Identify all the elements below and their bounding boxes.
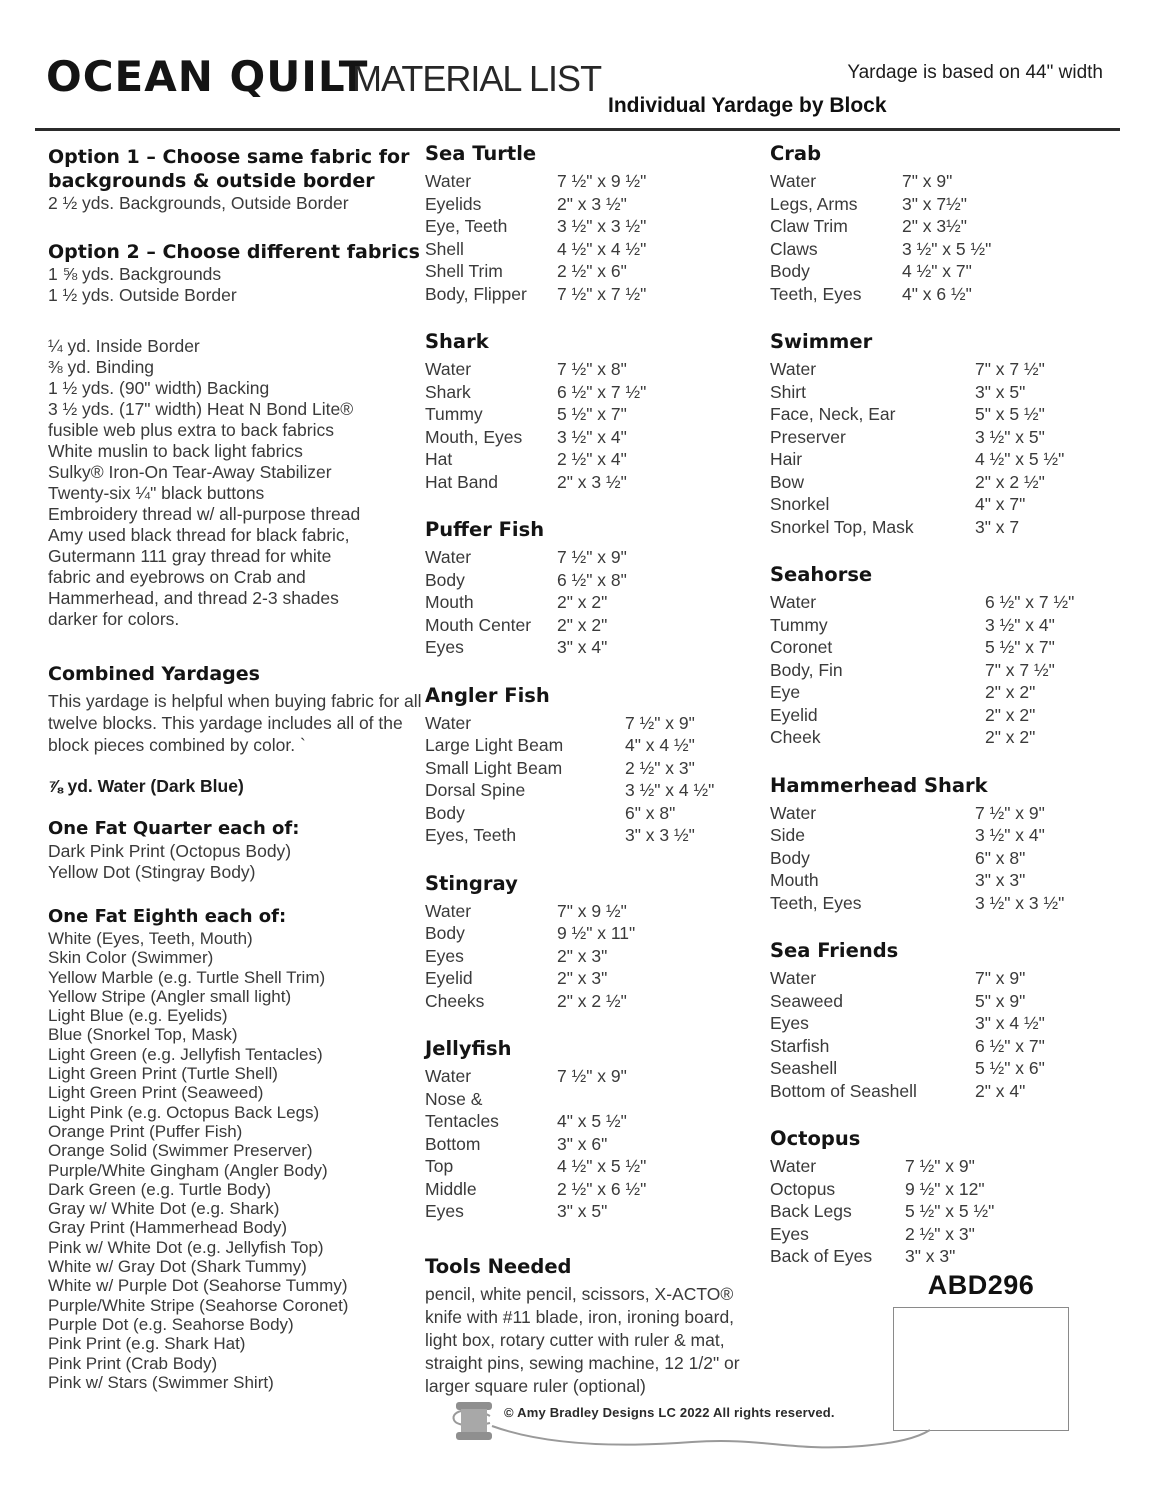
material-row: Eyes 3" x 4" bbox=[425, 637, 608, 657]
fat-quarter-list bbox=[48, 841, 430, 883]
combined-yardages-heading: Combined Yardages bbox=[48, 663, 260, 685]
block-sea-friends bbox=[770, 937, 1118, 1102]
material-row: Snorkel 4" x 7" bbox=[770, 494, 1026, 514]
block-title: Swimmer bbox=[770, 330, 873, 353]
material-row: Eyes, Teeth 3" x 3 ½" bbox=[425, 825, 695, 845]
brand-title: OCEAN QUILT bbox=[46, 52, 369, 101]
fabric-line: Yellow Stripe (Angler small light) bbox=[48, 986, 292, 1006]
page-title: MATERIAL LIST bbox=[352, 58, 602, 99]
supply-line: 3 ½ yds. (17" width) Heat N Bond Lite® bbox=[48, 399, 354, 419]
material-row: Eyes 2 ½" x 3" bbox=[770, 1223, 975, 1244]
material-row: Nose & bbox=[425, 1088, 483, 1109]
material-row: Mouth, Eyes 3 ½" x 4" bbox=[425, 426, 627, 447]
block-title: Sea Friends bbox=[770, 939, 899, 962]
block-octopus bbox=[770, 1125, 1118, 1268]
subtitle: Individual Yardage by Block bbox=[608, 94, 887, 117]
block-shark bbox=[425, 328, 763, 493]
material-row: Starfish 6 ½" x 7" bbox=[770, 1035, 1045, 1056]
fabric-line: Light Green (e.g. Jellyfish Tentacles) bbox=[48, 1044, 323, 1064]
material-row: Eyes 3" x 4 ½" bbox=[770, 1013, 1045, 1033]
option2-heading: Option 2 – Choose different fabrics bbox=[48, 241, 420, 263]
material-row: Water 7 ½" x 9" bbox=[425, 547, 627, 567]
material-row: Bottom of Seashell 2" x 4" bbox=[770, 1080, 1026, 1101]
block-title: Sea Turtle bbox=[425, 142, 537, 165]
fabric-line: Light Pink (e.g. Octopus Back Legs) bbox=[48, 1102, 320, 1122]
material-row: Body, Fin 7" x 7 ½" bbox=[770, 659, 1055, 680]
material-row: Water 7" x 9" bbox=[770, 171, 953, 191]
fabric-line: Gray w/ White Dot (e.g. Shark) bbox=[48, 1199, 280, 1219]
material-row: Eye 2" x 2" bbox=[770, 682, 1036, 702]
supply-list bbox=[48, 336, 430, 630]
material-row: Side 3 ½" x 4" bbox=[770, 825, 1045, 845]
material-row: Water 7 ½" x 8" bbox=[425, 359, 627, 379]
block-title: Shark bbox=[425, 330, 489, 353]
fabric-line: White (Eyes, Teeth, Mouth) bbox=[48, 929, 253, 948]
fabric-line: Light Green Print (Turtle Shell) bbox=[48, 1064, 278, 1084]
material-row: Preserver 3 ½" x 5" bbox=[770, 426, 1045, 447]
supply-line: Amy used black thread for black fabric, bbox=[48, 525, 350, 545]
material-row: Water 7 ½" x 9 ½" bbox=[425, 171, 647, 191]
block-title: Puffer Fish bbox=[425, 518, 545, 541]
material-row: Water 7" x 9" bbox=[770, 968, 1026, 988]
supply-line: ⅜ yd. Binding bbox=[48, 357, 155, 377]
material-row: Teeth, Eyes 4" x 6 ½" bbox=[770, 283, 972, 304]
material-row: Mouth 2" x 2" bbox=[425, 592, 608, 612]
material-row: Teeth, Eyes 3 ½" x 3 ½" bbox=[770, 892, 1065, 913]
material-row: Snorkel Top, Mask 3" x 7 bbox=[770, 516, 1020, 537]
material-row: Eyes 2" x 3" bbox=[425, 945, 608, 966]
yardage-line: 1 ⅝ yds. Backgrounds bbox=[48, 264, 222, 284]
product-code: ABD296 bbox=[927, 1270, 1035, 1300]
fabric-line: Pink w/ Stars (Swimmer Shirt) bbox=[48, 1372, 274, 1392]
material-row: Middle 2 ½" x 6 ½" bbox=[425, 1178, 647, 1199]
material-row: Water 7 ½" x 9" bbox=[770, 1156, 975, 1176]
block-stingray bbox=[425, 870, 763, 1013]
supply-line: 1 ½ yds. (90" width) Backing bbox=[48, 378, 270, 398]
fabric-line: Pink Print (e.g. Shark Hat) bbox=[48, 1334, 246, 1354]
fabric-line: White w/ Gray Dot (Shark Tummy) bbox=[48, 1257, 307, 1277]
material-row: Claws 3 ½" x 5 ½" bbox=[770, 238, 992, 259]
material-row: Small Light Beam 2 ½" x 3" bbox=[425, 757, 695, 778]
material-row: Claw Trim 2" x 3½" bbox=[770, 216, 967, 236]
fabric-line: Purple/White Stripe (Seahorse Coronet) bbox=[48, 1295, 349, 1315]
block-title: Crab bbox=[770, 142, 822, 165]
supply-line: Twenty-six ¼" black buttons bbox=[48, 483, 265, 503]
block-title: Stingray bbox=[425, 871, 518, 895]
fabric-line: Light Blue (e.g. Eyelids) bbox=[48, 1006, 228, 1026]
fat-quarter-heading: One Fat Quarter each of: bbox=[48, 818, 300, 839]
material-row: Shell Trim 2 ½" x 6" bbox=[425, 261, 627, 281]
material-row: Hair 4 ½" x 5 ½" bbox=[770, 449, 1065, 469]
supply-line: fabric and eyebrows on Crab and bbox=[48, 567, 306, 587]
fabric-line: Dark Pink Print (Octopus Body) bbox=[48, 841, 292, 861]
material-row: Eyes 3" x 5" bbox=[425, 1201, 608, 1221]
material-row: Coronet 5 ½" x 7" bbox=[770, 637, 1055, 657]
option2-items bbox=[48, 264, 430, 306]
block-title: Jellyfish bbox=[425, 1037, 512, 1060]
material-row: Body 6" x 8" bbox=[425, 802, 676, 823]
left-column bbox=[48, 145, 430, 1392]
header-divider bbox=[35, 128, 1120, 131]
material-row: Water 7 ½" x 9" bbox=[425, 712, 695, 733]
material-row: Tummy 5 ½" x 7" bbox=[425, 404, 627, 424]
block-jellyfish bbox=[425, 1035, 763, 1223]
material-row: Back of Eyes 3" x 3" bbox=[770, 1246, 956, 1266]
water-yardage-line: ⅞ yd. Water (Dark Blue) bbox=[48, 776, 244, 796]
material-row: Hat 2 ½" x 4" bbox=[425, 449, 627, 469]
block-seahorse bbox=[770, 561, 1118, 749]
combined-yardages-text: This yardage is helpful when buying fabric for all twelve blocks. This yardage includes all of the block pieces combined by color. ` bbox=[48, 691, 422, 755]
block-title: Hammerhead Shark bbox=[770, 773, 988, 797]
material-row: Cheeks 2" x 2 ½" bbox=[425, 990, 627, 1011]
block-swimmer bbox=[770, 328, 1118, 538]
material-row: Body 9 ½" x 11" bbox=[425, 923, 636, 943]
supply-line: White muslin to back light fabrics bbox=[48, 441, 303, 461]
material-row: Back Legs 5 ½" x 5 ½" bbox=[770, 1201, 995, 1221]
block-hammerhead-shark bbox=[770, 772, 1118, 915]
fabric-line: White w/ Purple Dot (Seahorse Tummy) bbox=[48, 1276, 348, 1296]
supply-line: Sulky® Iron-On Tear-Away Stabilizer bbox=[48, 462, 332, 482]
material-row: Body 4 ½" x 7" bbox=[770, 261, 972, 281]
block-crab bbox=[770, 140, 1118, 305]
right-column bbox=[770, 140, 1118, 1291]
material-row: Bottom 3" x 6" bbox=[425, 1133, 608, 1154]
material-row: Body 6 ½" x 8" bbox=[425, 569, 627, 590]
material-row: Eye, Teeth 3 ½" x 3 ½" bbox=[425, 216, 647, 236]
material-row: Cheek 2" x 2" bbox=[770, 727, 1036, 747]
option1-heading: Option 1 – Choose same fabric for backgrounds & outside border bbox=[48, 146, 410, 192]
fat-eighth-heading: One Fat Eighth each of: bbox=[48, 906, 287, 927]
copyright-footer bbox=[432, 1396, 932, 1458]
material-row: Legs, Arms 3" x 7½" bbox=[770, 193, 967, 214]
middle-column bbox=[425, 140, 763, 1398]
tools-heading: Tools Needed bbox=[425, 1254, 572, 1278]
tools-needed-section bbox=[425, 1253, 763, 1398]
tools-text: pencil, white pencil, scissors, X-ACTO® knife with #11 blade, iron, ironing board, light box, rotary cutter with ruler & mat, straight pins, sewing machine, 12 1/2" or larger square ruler (optional) bbox=[425, 1283, 740, 1396]
fabric-line: Purple Dot (e.g. Seahorse Body) bbox=[48, 1314, 294, 1334]
supply-line: Hammerhead, and thread 2-3 shades bbox=[48, 588, 339, 608]
material-row: Shark 6 ½" x 7 ½" bbox=[425, 381, 647, 402]
material-row: Large Light Beam 4" x 4 ½" bbox=[425, 735, 695, 755]
material-row: Water 7 ½" x 9" bbox=[770, 802, 1045, 823]
supply-line: ¼ yd. Inside Border bbox=[48, 336, 200, 356]
fabric-line: Purple/White Gingham (Angler Body) bbox=[48, 1160, 328, 1180]
material-row: Water 7 ½" x 9" bbox=[425, 1066, 627, 1086]
material-row: Water 7" x 7 ½" bbox=[770, 359, 1045, 379]
material-row: Water 6 ½" x 7 ½" bbox=[770, 592, 1075, 612]
fat-eighth-list bbox=[48, 929, 430, 1392]
fabric-line: Skin Color (Swimmer) bbox=[48, 948, 214, 968]
material-row: Tentacles 4" x 5 ½" bbox=[425, 1111, 627, 1131]
material-row: Hat Band 2" x 3 ½" bbox=[425, 471, 627, 492]
block-sea-turtle bbox=[425, 140, 763, 305]
material-row: Top 4 ½" x 5 ½" bbox=[425, 1156, 647, 1176]
material-row: Water 7" x 9 ½" bbox=[425, 900, 627, 921]
supply-line: Embroidery thread w/ all-purpose thread bbox=[48, 504, 361, 524]
block-puffer-fish bbox=[425, 516, 763, 659]
block-title: Angler Fish bbox=[425, 683, 550, 707]
material-row: Tummy 3 ½" x 4" bbox=[770, 614, 1055, 635]
material-row: Body 6" x 8" bbox=[770, 847, 1026, 868]
material-row: Bow 2" x 2 ½" bbox=[770, 471, 1045, 492]
material-row: Eyelid 2" x 3" bbox=[425, 968, 608, 988]
material-row: Seashell 5 ½" x 6" bbox=[770, 1058, 1045, 1078]
option1-item: 2 ½ yds. Backgrounds, Outside Border bbox=[48, 193, 349, 213]
supply-line: Gutermann 111 gray thread for white bbox=[48, 546, 332, 566]
material-row: Face, Neck, Ear 5" x 5 ½" bbox=[770, 404, 1045, 424]
block-title: Octopus bbox=[770, 1127, 861, 1150]
width-note: Yardage is based on 44" width bbox=[847, 62, 1103, 83]
block-angler-fish bbox=[425, 682, 763, 847]
fabric-line: Orange Solid (Swimmer Preserver) bbox=[48, 1141, 313, 1161]
fabric-line: Orange Print (Puffer Fish) bbox=[48, 1121, 243, 1141]
material-row: Octopus 9 ½" x 12" bbox=[770, 1178, 985, 1199]
material-row: Shell 4 ½" x 4 ½" bbox=[425, 238, 647, 259]
fabric-line: Yellow Marble (e.g. Turtle Shell Trim) bbox=[48, 967, 326, 987]
fabric-line: Dark Green (e.g. Turtle Body) bbox=[48, 1179, 271, 1199]
fabric-line: Yellow Dot (Stingray Body) bbox=[48, 862, 256, 882]
material-row: Shirt 3" x 5" bbox=[770, 381, 1026, 402]
material-row: Mouth 3" x 3" bbox=[770, 870, 1026, 890]
fabric-line: Light Green Print (Seaweed) bbox=[48, 1083, 264, 1103]
material-row: Mouth Center 2" x 2" bbox=[425, 614, 608, 635]
supply-line: fusible web plus extra to back fabrics bbox=[48, 420, 334, 440]
material-row: Body, Flipper 7 ½" x 7 ½" bbox=[425, 283, 647, 304]
material-row: Eyelid 2" x 2" bbox=[770, 704, 1036, 725]
block-title: Seahorse bbox=[770, 563, 873, 586]
fabric-line: Blue (Snorkel Top, Mask) bbox=[48, 1025, 238, 1045]
fabric-line: Gray Print (Hammerhead Body) bbox=[48, 1218, 288, 1238]
supply-line: darker for colors. bbox=[48, 609, 180, 629]
fabric-line: Pink w/ White Dot (e.g. Jellyfish Top) bbox=[48, 1237, 324, 1257]
material-row: Dorsal Spine 3 ½" x 4 ½" bbox=[425, 780, 715, 800]
fabric-line: Pink Print (Crab Body) bbox=[48, 1353, 218, 1373]
material-row: Seaweed 5" x 9" bbox=[770, 990, 1026, 1011]
material-row: Eyelids 2" x 3 ½" bbox=[425, 193, 627, 214]
yardage-line: 1 ½ yds. Outside Border bbox=[48, 285, 237, 305]
copyright-text: © Amy Bradley Designs LC 2022 All rights reserved. bbox=[504, 1405, 835, 1420]
